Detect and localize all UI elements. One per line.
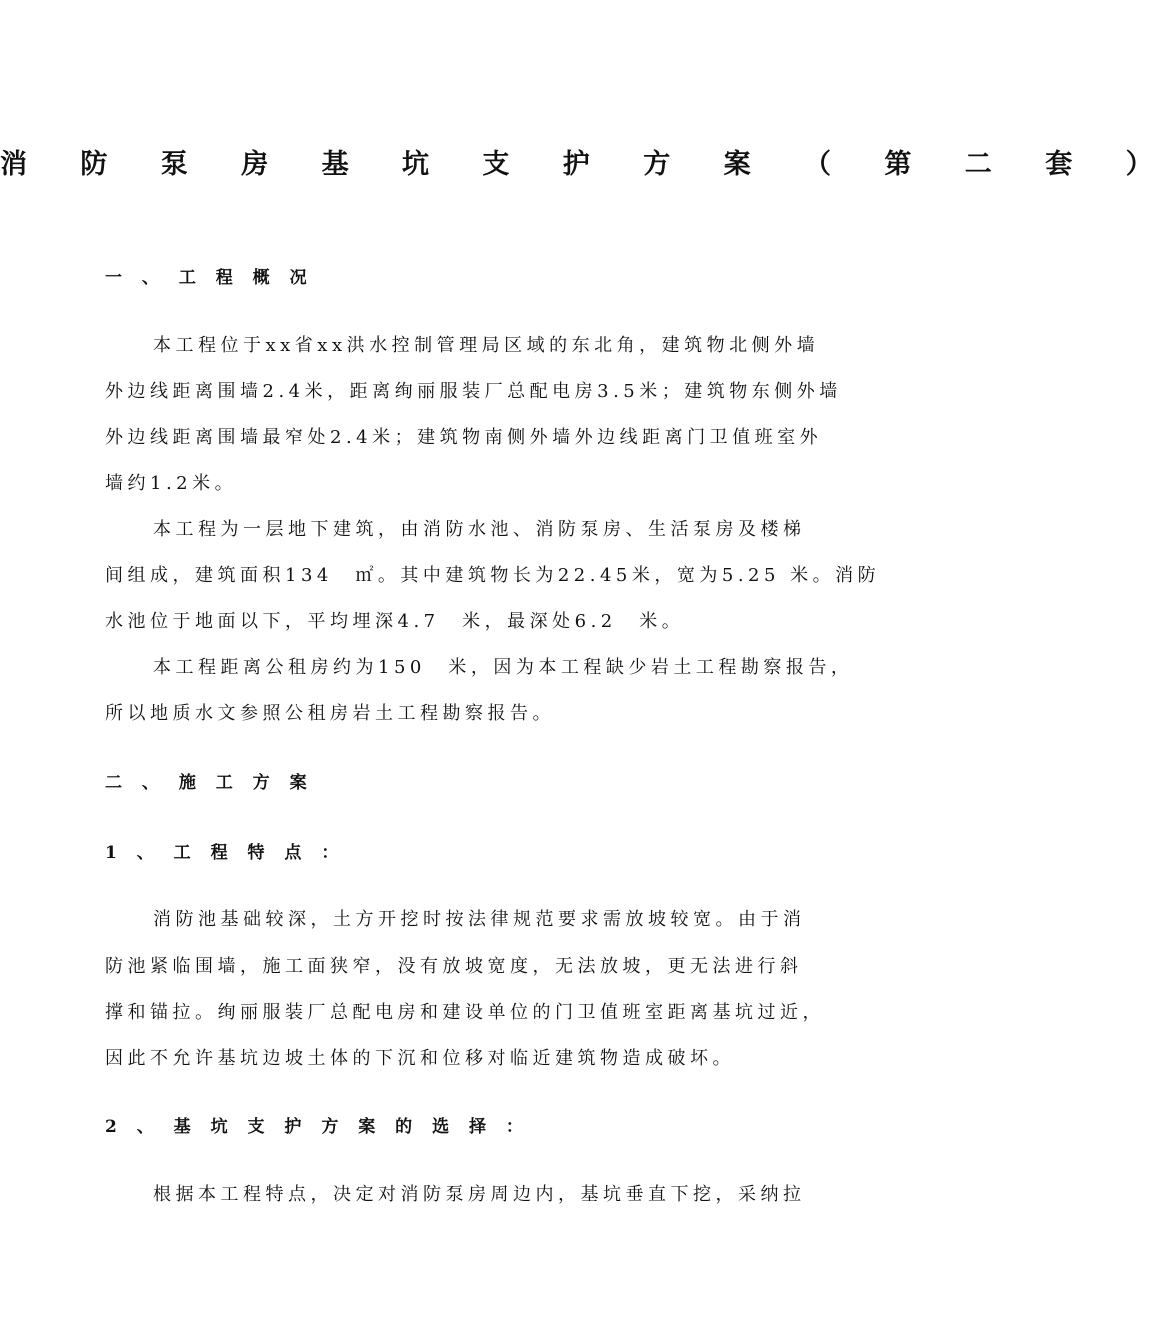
paragraph-line: 防池紧临围墙，施工面狭窄，没有放坡宽度，无法放坡，更无法进行斜 <box>105 956 803 977</box>
paragraph-line: 撑和锚拉。绚丽服装厂总配电房和建设单位的门卫值班室距离基坑过近， <box>105 1002 825 1023</box>
subsection-heading-features: 1 、 工 程 特 点 ： <box>105 843 346 863</box>
paragraph-line: 间组成，建筑面积134 ㎡。其中建筑物长为22.45米，宽为5.25 米。消防 <box>105 565 881 586</box>
paragraph-line: 墙约1.2米。 <box>105 473 238 494</box>
paragraph-line: 水池位于地面以下，平均埋深4.7 米，最深处6.2 米。 <box>105 611 685 632</box>
paragraph-line: 本工程位于xx省xx洪水控制管理局区域的东北角，建筑物北侧外墙 <box>153 335 820 356</box>
paragraph-line: 外边线距离围墙2.4米，距离绚丽服装厂总配电房3.5米；建筑物东侧外墙 <box>105 381 842 402</box>
paragraph-line: 外边线距离围墙最窄处2.4米；建筑物南侧外墙外边线距离门卫值班室外 <box>105 427 823 448</box>
paragraph-line: 根据本工程特点，决定对消防泵房周边内，基坑垂直下挖，采纳拉 <box>153 1184 806 1205</box>
subsection-heading-support-selection: 2 、 基 坑 支 护 方 案 的 选 择 ： <box>105 1117 530 1137</box>
section-heading-overview: 一 、 工 程 概 况 <box>105 268 314 288</box>
paragraph-line: 所以地质水文参照公租房岩土工程勘察报告。 <box>105 703 555 724</box>
paragraph-line: 消防池基础较深，土方开挖时按法律规范要求需放坡较宽。由于消 <box>153 909 806 930</box>
paragraph-line: 因此不允许基坑边坡土体的下沉和位移对临近建筑物造成破坏。 <box>105 1048 735 1069</box>
paragraph-line: 本工程距离公租房约为150 米，因为本工程缺少岩土工程勘察报告， <box>153 657 854 678</box>
section-heading-construction-plan: 二 、 施 工 方 案 <box>105 773 314 793</box>
document-title: 消 防 泵 房 基 坑 支 护 方 案 （ 第 二 套 ） <box>0 149 1175 180</box>
paragraph-line: 本工程为一层地下建筑，由消防水池、消防泵房、生活泵房及楼梯 <box>153 519 806 540</box>
